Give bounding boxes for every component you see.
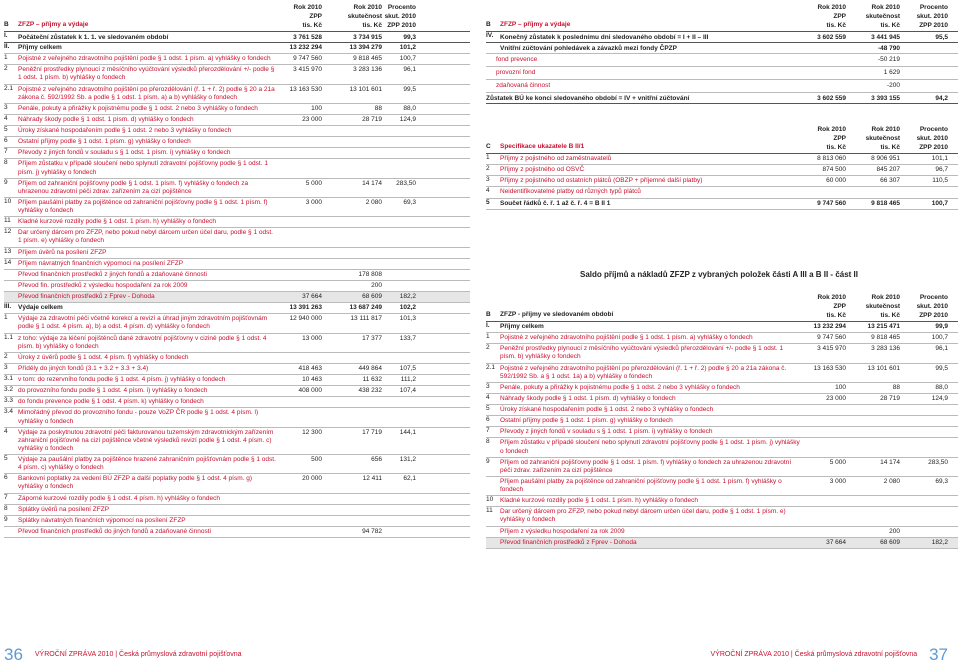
table-row bbox=[486, 405, 958, 416]
row-label: Pojistné z veřejného zdravotního pojištění podle § 1 odst. 1 písm. a) vyhlášky o fondech bbox=[18, 55, 271, 63]
row-label: Dar určený dárcem pro ZFZP, nebo pokud nebyl dárcem určen účel daru, podle § 1 odst. 1 písm. e) vyhlášky o fondech bbox=[500, 508, 786, 524]
right-footer bbox=[711, 644, 949, 665]
row-value: 88 bbox=[892, 383, 900, 391]
row-number: 9 bbox=[4, 178, 8, 186]
col-header-actual: Rok 2010 skutečnost tis. Kč bbox=[347, 4, 382, 29]
row-number: 2 bbox=[486, 165, 490, 173]
row-value: 99,9 bbox=[935, 323, 948, 330]
row-label: Peněžní prostředky plynoucí z měsíčního vyúčtování výsledků přerozdělování +/- podle § 1 odst. 1 písm. b) vyhlášky o fondech bbox=[18, 66, 275, 82]
row-label: Převod finančních prostředků z Fprev - Dohoda bbox=[18, 293, 155, 300]
row-value: 9 747 560 bbox=[293, 55, 322, 63]
row-value: 874 500 bbox=[822, 166, 846, 174]
row-value: 20 000 bbox=[302, 475, 322, 483]
row-label: Mimořádný převod do provozního fondu - pouze VoZP ČR podle § 1 odst. 4 písm. l) vyhlášky o fondech bbox=[18, 409, 259, 425]
row-label: Převod fin. prostředků z výsledku hospodaření za rok 2009 bbox=[18, 281, 188, 289]
row-value: 3 415 970 bbox=[817, 345, 846, 353]
section-title: ZFZP – příjmy a výdaje bbox=[18, 20, 89, 28]
row-label: do provozního fondu podle § 1 odst. 4 písm. i) vyhlášky o fondech bbox=[18, 387, 208, 395]
right-table-b-header: B ZFZP – příjmy a výdaje Rok 2010 ZPP tis. Kč Rok 2010 skutečnost tis. Kč Procento skut. 2010 ZPP 2010 bbox=[486, 4, 958, 32]
row-value: 9 818 465 bbox=[871, 199, 900, 207]
row-value: 13 000 bbox=[302, 334, 322, 342]
row-number: 7 bbox=[486, 427, 490, 435]
table-row bbox=[4, 455, 470, 474]
row-value: 96,1 bbox=[403, 66, 416, 74]
row-value: 101,1 bbox=[931, 155, 948, 162]
row-value: 68 609 bbox=[880, 538, 900, 546]
row-value: 845 207 bbox=[876, 166, 900, 174]
row-number: 12 bbox=[4, 228, 12, 236]
row-value: 99,5 bbox=[403, 85, 416, 93]
row-value: 107,4 bbox=[399, 387, 416, 395]
table-row bbox=[486, 477, 958, 496]
table-row bbox=[4, 408, 470, 427]
row-number: 10 bbox=[4, 197, 12, 205]
row-number: 8 bbox=[4, 159, 8, 167]
table-row bbox=[486, 199, 958, 210]
row-number: III. bbox=[4, 303, 12, 311]
row-value: 9 818 465 bbox=[353, 55, 382, 63]
left-footer bbox=[4, 644, 242, 665]
row-label: Peněžní prostředky plynoucí z měsíčního vyúčtování výsledků přerozdělování +/- podle § 1 odst. 1 písm. b) vyhlášky o fondech bbox=[500, 345, 784, 361]
table-row bbox=[4, 386, 470, 397]
table-row bbox=[4, 179, 470, 198]
row-value: 12 411 bbox=[362, 475, 382, 483]
row-label: Dar určený dárcem pro ZFZP, nebo pokud nebyl dárcem určen účel daru, podle § 1 odst. 1 písm. e) vyhlášky o fondech bbox=[18, 229, 273, 245]
final-balance-row: IV. Konečný zůstatek k poslednímu dni sledovaného období = I + II – III 3 602 559 3 441 945 95,5 bbox=[486, 32, 958, 43]
table-row bbox=[4, 474, 470, 493]
right-table-c-header: C Specifikace ukazatele B II/1 Rok 2010 ZPP tis. Kč Rok 2010 skutečnost tis. Kč Procento skut. 2010 ZPP 2010 bbox=[486, 126, 958, 154]
row-label: Příjem zůstatku v případě sloučení nebo splynutí zdravotní pojišťovny podle § 1 odst. 1 písm. j) vyhlášky o fondech bbox=[18, 160, 268, 176]
section-letter: B bbox=[4, 20, 9, 28]
row-label: Náhrady škody podle § 1 odst. 1 písm. d) vyhlášky o fondech bbox=[18, 115, 194, 123]
row-number: 9 bbox=[486, 457, 490, 465]
table-row bbox=[4, 148, 470, 159]
table-row bbox=[4, 303, 470, 314]
row-value: 438 232 bbox=[358, 387, 382, 395]
right-table-b2 bbox=[486, 294, 958, 549]
right-table-b bbox=[486, 4, 958, 104]
right-table-c bbox=[486, 126, 958, 210]
row-value: 124,9 bbox=[931, 394, 948, 402]
row-number: 3 bbox=[4, 103, 8, 111]
table-row bbox=[4, 217, 470, 228]
table-row bbox=[4, 334, 470, 353]
table-row bbox=[4, 428, 470, 455]
row-value: 96,1 bbox=[935, 345, 948, 353]
row-value: 8 813 060 bbox=[817, 155, 846, 162]
row-number: 4 bbox=[4, 114, 8, 122]
row-number: I. bbox=[486, 322, 490, 329]
row-number: 9 bbox=[4, 515, 8, 523]
row-value: 37 664 bbox=[302, 293, 322, 300]
row-label: Záporné kurzové rozdíly podle § 1 odst. 4 písm. h) vyhlášky o fondech bbox=[18, 494, 220, 502]
row-number: 5 bbox=[486, 405, 490, 412]
table-row bbox=[4, 104, 470, 115]
row-value: 68 609 bbox=[362, 293, 382, 300]
table-row bbox=[4, 375, 470, 386]
row-number: 1 bbox=[486, 333, 490, 341]
row-value: 13 232 294 bbox=[813, 323, 846, 330]
table-row bbox=[486, 176, 958, 187]
row-value: 144,1 bbox=[399, 428, 416, 436]
row-value: 13 111 817 bbox=[350, 315, 382, 323]
row-value: 1 629 bbox=[883, 69, 900, 76]
table-row bbox=[4, 228, 470, 247]
table-row bbox=[486, 394, 958, 405]
row-label: provozní fond bbox=[496, 69, 536, 76]
row-label: Převody z jiných fondů v souladu s § 1 odst. 1 písm. i) vyhlášky o fondech bbox=[500, 428, 713, 436]
row-label: Splátky návratných finančních výpomocí na posílení ZFZP bbox=[18, 516, 186, 524]
row-number: 11 bbox=[4, 217, 11, 225]
row-value: 3 415 970 bbox=[293, 66, 322, 74]
row-value: 28 719 bbox=[880, 394, 900, 402]
row-value: 9 747 560 bbox=[817, 334, 846, 342]
row-value: 102,2 bbox=[399, 304, 416, 312]
c-rows bbox=[486, 154, 958, 210]
row-number: 10 bbox=[486, 496, 494, 504]
col-header-percent: Procento skut. 2010 ZPP 2010 bbox=[384, 4, 416, 29]
row-label: Výdaje celkem bbox=[18, 304, 63, 312]
bank-balance-row: Zůstatek BÚ ke konci sledovaného období = IV + vnitřní zúčtování 3 602 559 3 393 155 94,2 bbox=[486, 93, 958, 104]
left-table-header bbox=[4, 4, 470, 32]
row-label: Výdaje za poskytnutou zdravotní péči fakturovanou tuzemským zdravotnickým zařízením zahraniční pojišťovně na cizí pojištěnce včetně výsledků revizí podle § 1 odst. 4 písm. c) vyhlášky o fondech bbox=[18, 428, 274, 452]
row-value: 17 719 bbox=[362, 428, 382, 436]
table-row bbox=[4, 159, 470, 178]
row-label: Úroky z úvěrů podle § 1 odst. 4 písm. f) vyhlášky o fondech bbox=[18, 353, 189, 361]
section-title: ZFZP – příjmy a výdaje bbox=[500, 20, 571, 28]
row-number: 2.1 bbox=[486, 363, 496, 371]
table-row bbox=[486, 322, 958, 333]
row-label: Náhrady škody podle § 1 odst. 1 písm. d) vyhlášky o fondech bbox=[500, 394, 676, 402]
row-number: 3.1 bbox=[4, 375, 14, 382]
row-number: 7 bbox=[4, 493, 8, 501]
row-value: 28 719 bbox=[362, 115, 382, 123]
row-value: 66 307 bbox=[880, 177, 900, 185]
row-label: Součet řádků č. ř. 1 až č. ř. 4 = B II 1 bbox=[500, 199, 611, 207]
table-row bbox=[4, 248, 470, 259]
row-label: Příjmy celkem bbox=[18, 44, 62, 51]
row-value: 200 bbox=[889, 527, 900, 535]
row-label: z toho: výdaje za léčení pojištěnců dané zdravotní pojišťovny v cizině podle § 1 odst. 4 písm. b) vyhlášky o fondech bbox=[18, 334, 267, 350]
row-value: 69,3 bbox=[403, 198, 416, 206]
row-value: 500 bbox=[311, 456, 322, 463]
row-label: Příjmy celkem bbox=[500, 323, 544, 330]
section-letter: B bbox=[486, 20, 491, 28]
table-row bbox=[486, 67, 958, 80]
table-row bbox=[4, 364, 470, 375]
table-row bbox=[486, 496, 958, 507]
row-label: Převod finančních prostředků do jiných fondů a zdaňované činnosti bbox=[18, 527, 211, 535]
right-table-b2-header: B ZFZP - příjmy ve sledovaném období Rok 2010 ZPP tis. Kč Rok 2010 skutečnost tis. Kč Procento skut. 2010 ZPP 2010 bbox=[486, 294, 958, 322]
row-value: 2 080 bbox=[365, 198, 382, 206]
table-row bbox=[4, 494, 470, 505]
row-value: 12 940 000 bbox=[289, 315, 322, 323]
col-header-plan: Rok 2010 ZPP tis. Kč bbox=[293, 4, 322, 29]
row-label: Bankovní poplatky za vedení BÚ ZFZP a další poplatky podle § 1 odst. 4 písm. g) vyhlášky o fondech bbox=[18, 475, 253, 491]
row-number: 14 bbox=[4, 258, 12, 266]
row-value: 656 bbox=[371, 456, 382, 463]
row-value: -50 219 bbox=[877, 56, 900, 63]
row-value: 110,5 bbox=[932, 177, 948, 185]
row-label: Převody z jiných fondů v souladu s § 1 odst. 1 písm. i) vyhlášky o fondech bbox=[18, 149, 231, 157]
table-row bbox=[4, 137, 470, 148]
table-row bbox=[486, 383, 958, 394]
table-row bbox=[4, 126, 470, 137]
table-row bbox=[4, 527, 470, 538]
row-value: 283,50 bbox=[396, 179, 416, 187]
table-row bbox=[4, 198, 470, 217]
row-number: II. bbox=[4, 43, 10, 50]
table-row bbox=[486, 344, 958, 363]
row-label: Pojistné z veřejného zdravotního pojištění po přerozdělování (ř. 1 + ř. 2) podle § 20 a 21a zákona č. 592/1992 Sb. a podle § 1 odst. 1 písm. a) a b) vyhlášky o fondech bbox=[18, 85, 275, 101]
row-label: zdaňovaná činnost bbox=[496, 82, 551, 89]
row-value: 3 000 bbox=[305, 198, 322, 206]
table-row bbox=[486, 165, 958, 176]
row-value: 408 000 bbox=[298, 387, 322, 395]
table-row bbox=[486, 54, 958, 67]
row-value: 13 101 601 bbox=[349, 85, 382, 93]
row-value: 99,5 bbox=[935, 364, 948, 372]
table-row bbox=[4, 314, 470, 333]
row-value: 100,7 bbox=[399, 55, 416, 63]
table-row bbox=[486, 80, 958, 93]
row-value: 2 080 bbox=[883, 477, 900, 485]
row-value: 200 bbox=[371, 281, 382, 289]
row-value: 101,2 bbox=[399, 44, 416, 51]
row-value: 69,3 bbox=[935, 477, 948, 485]
row-label: v tom: do rezervního fondu podle § 1 odst. 4 písm. j) vyhlášky o fondech bbox=[18, 376, 226, 383]
row-label: Příjem zůstatku v případě sloučení nebo splynutí zdravotní pojišťovny podle § 1 odst. 1 písm. j) vyhlášky o fondech bbox=[500, 439, 800, 455]
row-value: 13 232 294 bbox=[289, 44, 322, 51]
row-label: Příjem od zahraniční pojišťovny podle § 1 odst. 1 písm. f) vyhlášky o fondech za uhrazenou zdravotní péči zdrav. zařízením za cizí pojištěnce bbox=[18, 179, 249, 195]
row-value: 100 bbox=[311, 104, 322, 112]
row-number: 2 bbox=[4, 352, 8, 360]
row-number: 3.4 bbox=[4, 408, 14, 416]
row-value: 101,3 bbox=[399, 315, 416, 323]
row-number: 2 bbox=[486, 344, 490, 352]
row-number: 5 bbox=[486, 198, 490, 206]
table-row bbox=[486, 538, 958, 549]
row-number: 4 bbox=[4, 427, 8, 435]
row-value: 13 687 249 bbox=[349, 304, 382, 312]
row-value: 133,7 bbox=[399, 334, 416, 342]
row-label: do fondu prevence podle § 1 odst. 4 písm. k) vyhlášky o fondech bbox=[18, 398, 204, 406]
row-label: fond prevence bbox=[496, 56, 538, 63]
row-number: 4 bbox=[486, 393, 490, 401]
row-number: 11 bbox=[486, 507, 493, 515]
row-value: 10 463 bbox=[302, 376, 322, 383]
row-label: Kladné kurzové rozdíly podle § 1 odst. 1 písm. h) vyhlášky o fondech bbox=[500, 497, 698, 505]
right-page bbox=[482, 4, 960, 671]
row-value: 17 377 bbox=[362, 334, 382, 342]
table-row bbox=[486, 438, 958, 457]
table-row bbox=[486, 187, 958, 198]
row-label: Ostatní příjmy podle § 1 odst. 1 písm. g) vyhlášky o fondech bbox=[18, 138, 191, 146]
row-value: 13 163 530 bbox=[289, 85, 322, 93]
row-number: 1 bbox=[4, 54, 8, 62]
row-value: 3 000 bbox=[829, 477, 846, 485]
row-label: Ostatní příjmy podle § 1 odst. 1 písm. g) vyhlášky o fondech bbox=[500, 417, 673, 425]
row-number: 2.1 bbox=[4, 84, 14, 92]
table-row bbox=[4, 115, 470, 126]
table-row bbox=[4, 270, 470, 281]
table-row bbox=[486, 154, 958, 165]
table-row bbox=[486, 333, 958, 344]
left-rows bbox=[4, 43, 470, 538]
row-label: Pojistné z veřejného zdravotního pojištění podle § 1 odst. 1 písm. a) vyhlášky o fondech bbox=[500, 334, 753, 342]
row-number: 3.2 bbox=[4, 386, 14, 394]
row-value: 96,7 bbox=[935, 166, 948, 174]
row-label: Příjmy z pojistného od OSVČ bbox=[500, 166, 585, 174]
row-label: Pojistné z veřejného zdravotního pojištění po přerozdělování (ř. 1 + ř. 2) podle § 20 a 21a zákona č. 592/1992 Sb. a § 1 odst. 1a) a b) vyhlášky o fondech bbox=[500, 364, 787, 380]
row-label: Splátky úvěrů na posílení ZFZP bbox=[18, 505, 110, 513]
row-label: Převod finančních prostředků z Fprev - Dohoda bbox=[500, 538, 637, 546]
row-number: 6 bbox=[486, 416, 490, 424]
row-label: Kladné kurzové rozdíly podle § 1 odst. 1 písm. h) vyhlášky o fondech bbox=[18, 218, 216, 226]
row-value: 107,5 bbox=[399, 364, 416, 372]
row-value: 88,0 bbox=[403, 104, 416, 112]
row-label: Výdaje za paušální platby za pojištěnce hrazené zahraničním pojišťovnám podle § 1 odst. 4 písm. c) vyhlášky o fondech bbox=[18, 456, 276, 472]
row-value: 88,0 bbox=[935, 383, 948, 391]
row-number: 3.3 bbox=[4, 397, 14, 405]
row-value: -200 bbox=[886, 82, 900, 89]
row-value: 131,2 bbox=[399, 456, 416, 463]
row-value: 62,1 bbox=[403, 475, 416, 483]
row-label: Výdaje za zdravotní péči včetně korekcí a revizí a úhrad jiným zdravotním pojišťovnám podle § 1 odst. 4 písm. a), b) a odst. 4 písm. d) vyhlášky o fondech bbox=[18, 315, 268, 331]
b2-rows bbox=[486, 322, 958, 549]
row-number: 7 bbox=[4, 148, 8, 156]
opening-balance-row: I. Počáteční zůstatek k 1. 1. ve sledovaném období 3 761 528 3 734 915 99,3 bbox=[4, 32, 470, 43]
row-number: 4 bbox=[486, 187, 490, 195]
row-label: Penále, pokuty a přirážky k pojistnému podle § 1 odst. 2 nebo 3 vyhlášky o fondech bbox=[500, 383, 740, 391]
row-label: Příděly do jiných fondů (3.1 + 3.2 + 3.3 + 3.4) bbox=[18, 364, 149, 372]
table-row bbox=[4, 65, 470, 84]
row-value: 13 215 471 bbox=[867, 323, 900, 330]
row-label: Příjem návratných finančních výpomocí na posílení ZFZP bbox=[18, 259, 184, 267]
row-label: Příjmy z pojistného od zaměstnavatelů bbox=[500, 155, 612, 162]
row-value: 100,7 bbox=[931, 199, 948, 207]
row-value: 5 000 bbox=[305, 179, 322, 187]
internal-settlement-rows bbox=[486, 54, 958, 93]
page-number: 36 bbox=[4, 644, 23, 664]
table-row bbox=[486, 458, 958, 477]
row-value: 111,2 bbox=[400, 376, 416, 383]
page-number: 37 bbox=[929, 644, 948, 664]
row-value: 12 300 bbox=[302, 428, 322, 436]
row-value: 23 000 bbox=[302, 115, 322, 123]
row-value: 94 782 bbox=[362, 527, 382, 535]
row-label: Převod finančních prostředků z jiných fondů a zdaňované činnosti bbox=[18, 270, 207, 278]
row-number: 5 bbox=[4, 455, 8, 462]
row-label: Příjem z výsledku hospodaření za rok 2009 bbox=[500, 527, 625, 535]
row-value: 14 174 bbox=[362, 179, 382, 187]
row-number: 6 bbox=[4, 474, 8, 482]
table-row bbox=[486, 507, 958, 526]
row-value: 8 906 951 bbox=[871, 155, 900, 162]
row-value: 23 000 bbox=[826, 394, 846, 402]
row-value: 182,2 bbox=[399, 293, 416, 300]
row-value: 283,50 bbox=[928, 458, 948, 466]
row-value: 13 163 530 bbox=[813, 364, 846, 372]
row-label: Příjem úvěrů na posílení ZFZP bbox=[18, 248, 107, 256]
row-number: 3 bbox=[4, 363, 8, 371]
row-value: 37 664 bbox=[826, 538, 846, 546]
row-label: Příjmy z pojistného od ostatních plátců (OBZP + příjemné další platby) bbox=[500, 177, 703, 185]
table-row bbox=[4, 43, 470, 54]
row-value: 178 808 bbox=[358, 270, 382, 278]
row-value: 9 818 465 bbox=[871, 334, 900, 342]
row-label: Úroky získané hospodařením podle § 1 odst. 2 nebo 3 vyhlášky o fondech bbox=[500, 406, 714, 413]
left-page bbox=[0, 4, 478, 671]
table-row bbox=[4, 353, 470, 364]
row-value: 124,9 bbox=[399, 115, 416, 123]
table-row bbox=[486, 527, 958, 538]
row-label: Penále, pokuty a přirážky k pojistnému podle § 1 odst. 2 nebo 3 vyhlášky o fondech bbox=[18, 104, 258, 112]
table-row bbox=[486, 364, 958, 383]
row-label: Příjem paušální platby za pojištěnce od zahraniční pojišťovny podle § 1 odst. 1 písm. f) vyhlášky o fondech bbox=[18, 198, 268, 214]
row-number: 3 bbox=[486, 176, 490, 184]
left-table bbox=[4, 4, 470, 538]
table-row bbox=[4, 516, 470, 527]
row-value: 13 391 263 bbox=[289, 304, 322, 312]
table-row bbox=[4, 54, 470, 65]
table-row bbox=[4, 397, 470, 408]
footer-text: VÝROČNÍ ZPRÁVA 2010 | Česká průmyslová zdravotní pojišťovna bbox=[710, 650, 918, 658]
table-row bbox=[4, 292, 470, 303]
row-value: 3 283 136 bbox=[871, 345, 900, 353]
row-number: 8 bbox=[4, 504, 8, 512]
row-number: 1 bbox=[4, 314, 8, 322]
row-number: 13 bbox=[4, 247, 12, 255]
row-value: 88 bbox=[374, 104, 382, 112]
row-value: 60 000 bbox=[826, 177, 846, 185]
row-label: Úroky získané hospodařením podle § 1 odst. 2 nebo 3 vyhlášky o fondech bbox=[18, 127, 232, 134]
row-value: 9 747 560 bbox=[817, 199, 846, 207]
row-value: 14 174 bbox=[880, 458, 900, 466]
row-number: 6 bbox=[4, 137, 8, 145]
row-value: 5 000 bbox=[829, 458, 846, 466]
table-row bbox=[4, 281, 470, 292]
row-value: 100 bbox=[835, 383, 846, 391]
row-label: Příjem paušální platby za pojištěnce od zahraniční pojišťovny podle § 1 odst. 1 písm. f) vyhlášky o fondech bbox=[500, 477, 782, 493]
row-number: 8 bbox=[486, 438, 490, 446]
table-row bbox=[4, 259, 470, 270]
row-value: 182,2 bbox=[931, 538, 948, 546]
footer-text: VÝROČNÍ ZPRÁVA 2010 | Česká průmyslová zdravotní pojišťovna bbox=[34, 650, 242, 658]
saldo-title: Saldo příjmů a nákladů ZFZP z vybraných položek části A III a B II - část II bbox=[580, 270, 858, 279]
row-label: Neidentifikovatelné platby od různých typů plátců bbox=[500, 188, 641, 196]
row-number: 1 bbox=[486, 154, 490, 161]
row-number: 2 bbox=[4, 65, 8, 73]
table-row bbox=[4, 505, 470, 516]
row-number: 1.1 bbox=[4, 333, 14, 341]
internal-settlement-row: Vnitřní zúčtování pohledávek a závazků mezi fondy ČPZP -48 790 bbox=[486, 43, 958, 54]
row-value: 13 101 601 bbox=[867, 364, 900, 372]
table-row bbox=[486, 427, 958, 438]
row-value: 418 463 bbox=[298, 364, 322, 372]
row-number: 5 bbox=[4, 126, 8, 133]
row-value: 13 394 279 bbox=[349, 44, 382, 51]
row-label: Příjem od zahraniční pojišťovny podle § 1 odst. 1 písm. f) vyhlášky o fondech za uhrazenou zdravotní péči zdrav. zařízením za cizí pojištěnce bbox=[500, 458, 792, 474]
row-value: 3 283 136 bbox=[353, 66, 382, 74]
table-row bbox=[4, 85, 470, 104]
table-row bbox=[486, 416, 958, 427]
row-value: 449 864 bbox=[358, 364, 382, 372]
row-number: 3 bbox=[486, 382, 490, 390]
row-value: 100,7 bbox=[931, 334, 948, 342]
row-value: 11 632 bbox=[362, 376, 382, 383]
